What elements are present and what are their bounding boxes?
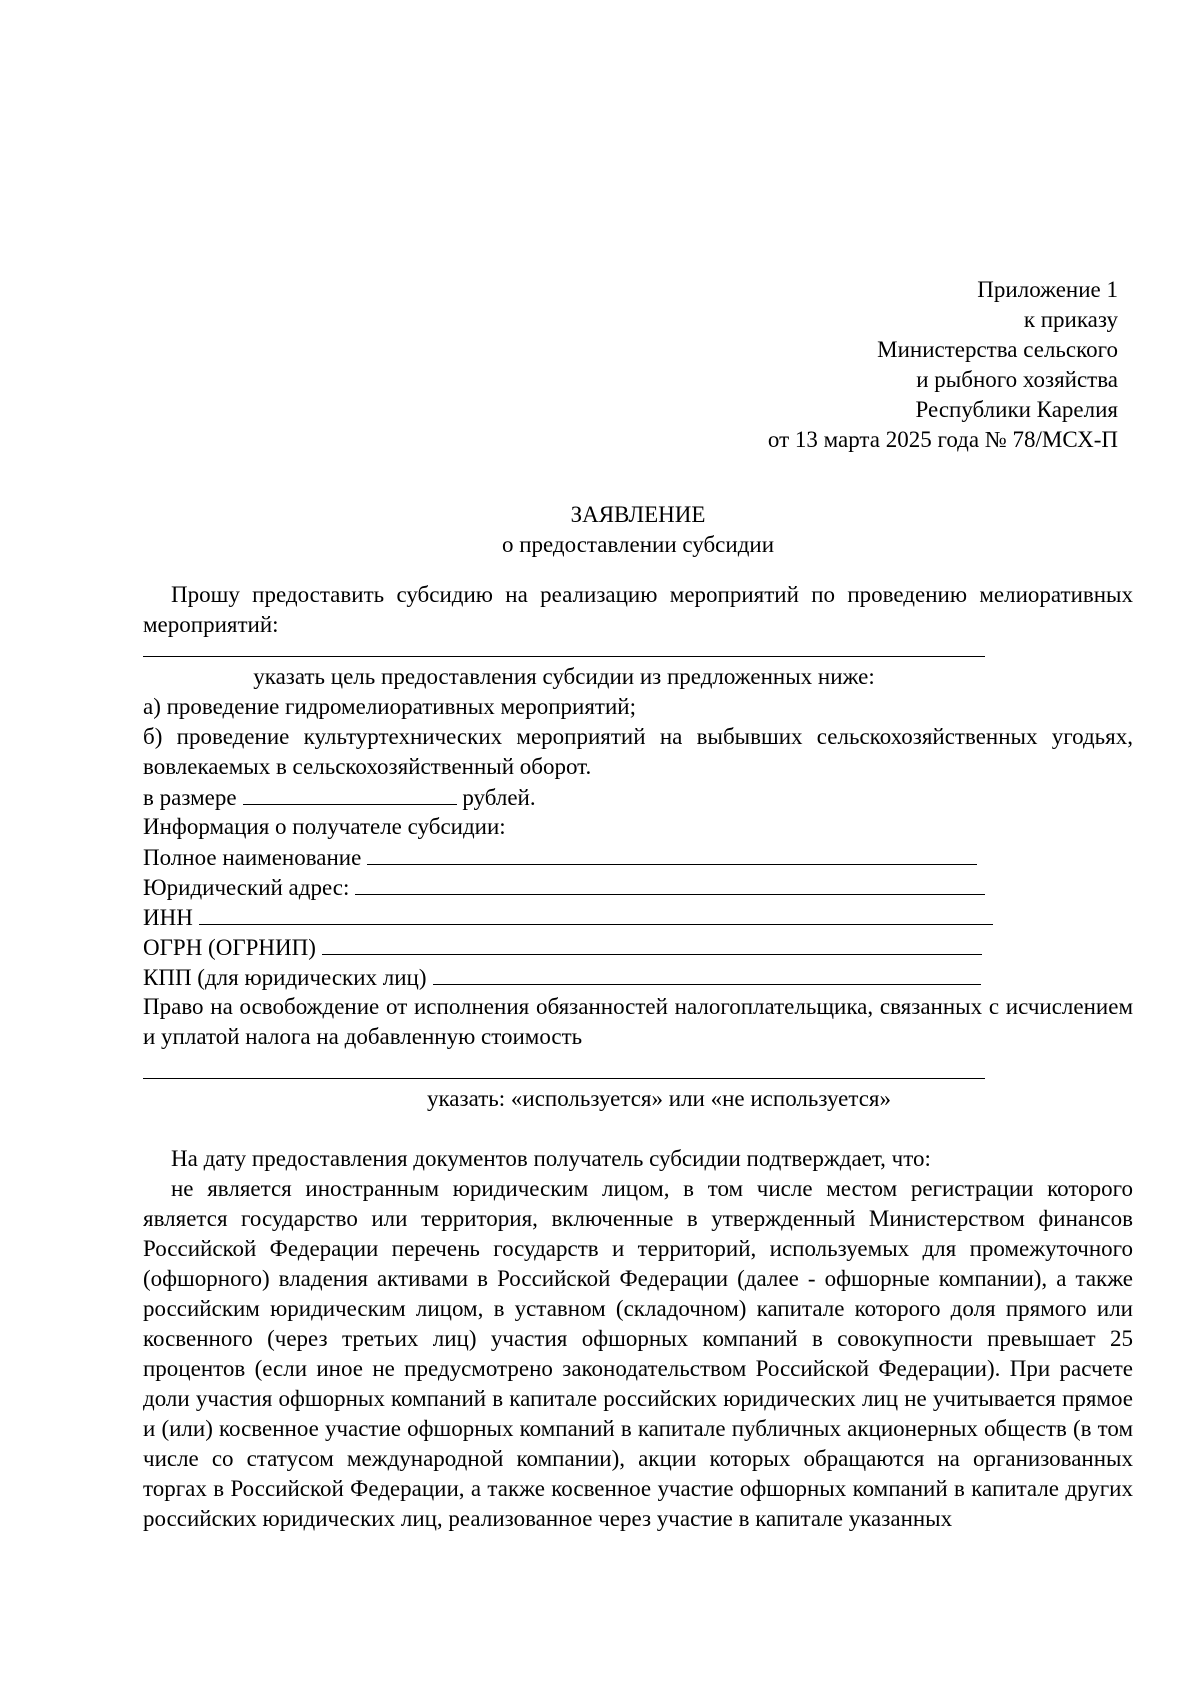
appendix-line: Приложение 1 [977, 277, 1118, 302]
inn-row [143, 902, 1133, 933]
document-subtitle: о предоставлении субсидии [501, 532, 775, 557]
appendix-line: Республики Карелия [915, 397, 1118, 422]
appendix-line: к приказу [1023, 307, 1118, 332]
inn-field[interactable] [199, 902, 993, 925]
appendix-line: от 13 марта 2025 года № 78/МСХ-П [767, 427, 1118, 452]
purpose-hint: указать цель предоставления субсидии из предложенных ниже: [253, 664, 875, 689]
request-paragraph: Прошу предоставить субсидию на реализацию мероприятий по проведению мелиоративных мероприятий: [143, 582, 1133, 637]
amount-suffix: рублей. [462, 785, 536, 810]
full-name-label: Полное наименование [143, 845, 362, 870]
appendix-line: Министерства сельского [877, 337, 1118, 362]
full-name-field[interactable] [367, 842, 977, 865]
recipient-info-heading: Информация о получателе субсидии: [143, 814, 506, 839]
kpp-field[interactable] [433, 962, 981, 985]
appendix-line: и рыбного хозяйства [916, 367, 1118, 392]
legal-address-label: Юридический адрес: [143, 875, 350, 900]
ogrn-label: ОГРН (ОГРНИП) [143, 935, 316, 960]
confirm-paragraph: не является иностранным юридическим лицом, в том числе местом регистрации которого является государство или территория, включенные в утвержденный Министерством финансов Российской Федерации перечень государств и территорий, используемых для промежуточного (офшорного) владения активами в Российской Федерации (далее - офшорные компании), а также российским юридическим лицом, в уставном (складочном) капитале которого доля прямого или косвенного (через третьих лиц) участия офшорных компаний в совокупности превышает 25 процентов (если иное не предусмотрено законодательством Российской Федерации). При расчете доли участия офшорных компаний в капитале российских юридических лиц не учитывается прямое и (или) косвенное участие офшорных компаний в капитале публичных акционерных обществ (в том числе со статусом международной компании), акции которых обращаются на организованных торгах в Российской Федерации, а также косвенное участие офшорных компаний в капитале других российских юридических лиц, реализованное через участие в капитале указанных [143, 1176, 1133, 1531]
legal-address-row [143, 872, 1133, 903]
document-page [143, 0, 1133, 1697]
inn-label: ИНН [143, 905, 193, 930]
legal-address-field[interactable] [355, 872, 985, 895]
full-name-row [143, 842, 1133, 873]
vat-blank-line[interactable] [143, 1078, 985, 1079]
option-a: а) проведение гидромелиоративных мероприятий; [143, 694, 636, 719]
kpp-label: КПП (для юридических лиц) [143, 965, 427, 990]
confirm-intro: На дату предоставления документов получатель субсидии подтверждает, что: [171, 1146, 931, 1171]
vat-right-paragraph: Право на освобождение от исполнения обязанностей налогоплательщика, связанных с исчислением и уплатой налога на добавленную стоимость [143, 994, 1133, 1049]
appendix-block [418, 275, 1118, 455]
ogrn-field[interactable] [322, 932, 982, 955]
document-title: ЗАЯВЛЕНИЕ [570, 502, 706, 527]
amount-field[interactable] [243, 782, 457, 805]
kpp-row [143, 962, 1133, 993]
purpose-blank-line[interactable] [143, 656, 985, 657]
option-b: б) проведение культуртехнических мероприятий на выбывших сельскохозяйственных угодьях, вовлекаемых в сельскохозяйственный оборот. [143, 724, 1133, 779]
amount-line [143, 782, 1133, 813]
vat-hint: указать: «используется» или «не используется» [426, 1086, 891, 1111]
ogrn-row [143, 932, 1133, 963]
amount-prefix: в размере [143, 785, 237, 810]
